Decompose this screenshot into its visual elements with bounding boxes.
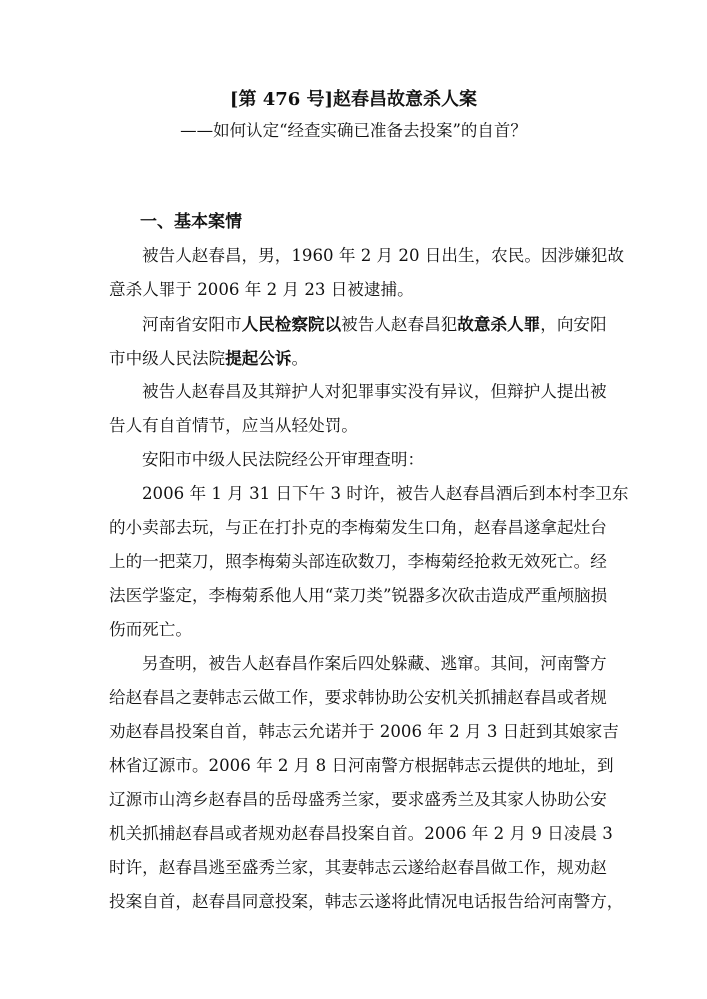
paragraph-line [109, 890, 624, 924]
text-run: 。 [291, 349, 309, 368]
text-run: 被告人赵春昌，男，1960 年 2 月 20 日出生，农民。因涉嫌犯故 [142, 246, 624, 265]
text-run: 意杀人罪于 2006 年 2 月 23 日被逮捕。 [109, 280, 414, 299]
bold-text: 提起公诉 [225, 348, 292, 368]
text-run: 给赵春昌之妻韩志云做工作，要求韩协助公安机关抓捕赵春昌或者规 [109, 688, 607, 707]
paragraph-line [109, 482, 629, 516]
text-run: 投案自首，赵春昌同意投案，韩志云遂将此情况电话报告给河南警方， [109, 892, 624, 911]
text-run: 被告人赵春昌犯 [341, 315, 458, 334]
bold-text: 故意杀人罪 [457, 314, 541, 334]
paragraph-line [109, 346, 599, 380]
text-run: 林省辽源市。2006 年 2 月 8 日河南警方根据韩志云提供的地址，到 [109, 756, 614, 775]
text-run: 伤而死亡。 [109, 620, 192, 639]
text-run: 时许，赵春昌逃至盛秀兰家，其妻韩志云遂给赵春昌做工作，规劝赵 [109, 858, 607, 877]
paragraph-line [109, 516, 607, 550]
paragraph-line [109, 686, 607, 720]
paragraph-line [109, 414, 599, 448]
text-run: 劝赵春昌投案自首，韩志云允诺并于 2006 年 2 月 3 日赶到其娘家吉 [109, 722, 619, 741]
document-title: [第 476 号]赵春昌故意杀人案 [229, 89, 478, 110]
paragraph-line [109, 244, 624, 278]
text-run: 的小卖部去玩，与正在打扑克的李梅菊发生口角，赵春昌遂拿起灶台 [109, 518, 607, 537]
text-run: 另查明，被告人赵春昌作案后四处躲藏、逃窜。其间，河南警方 [142, 654, 607, 673]
text-run: 2006 年 1 月 31 日下午 3 时许，被告人赵春昌酒后到本村李卫东 [142, 484, 629, 503]
paragraph-line [109, 788, 607, 822]
text-run: 机关抓捕赵春昌或者规劝赵春昌投案自首。2006 年 2 月 9 日凌晨 3 [109, 824, 613, 843]
paragraph-line [109, 720, 619, 754]
paragraph-line [109, 448, 599, 482]
text-run: 法医学鉴定，李梅菊系他人用“菜刀类”锐器多次砍击造成严重颅脑损 [109, 586, 608, 605]
paragraph-line [109, 278, 599, 312]
paragraph-line [109, 652, 607, 686]
text-run: 安阳市中级人民法院经公开审理查明： [142, 450, 425, 469]
document-body [109, 244, 629, 924]
paragraph-line [109, 380, 607, 414]
text-run: 告人有自首情节，应当从轻处罚。 [109, 416, 358, 435]
text-run: ，向安阳 [540, 315, 607, 334]
text-run: 市中级人民法院 [109, 349, 226, 368]
paragraph-line [109, 822, 613, 856]
text-run: 被告人赵春昌及其辩护人对犯罪事实没有异议，但辩护人提出被 [142, 382, 607, 401]
paragraph-line [109, 550, 607, 584]
section-heading: 一、基本案情 [140, 212, 242, 232]
paragraph-line [109, 618, 599, 652]
bold-text: 人民检察院以 [241, 314, 342, 334]
text-run: 辽源市山湾乡赵春昌的岳母盛秀兰家，要求盛秀兰及其家人协助公安 [109, 790, 607, 809]
text-run: 河南省安阳市 [142, 315, 242, 334]
paragraph-line [109, 856, 607, 890]
paragraph-line [109, 312, 607, 346]
paragraph-line [109, 584, 608, 618]
text-run: 上的一把菜刀，照李梅菊头部连砍数刀，李梅菊经抢救无效死亡。经 [109, 552, 607, 571]
paragraph-line [109, 754, 614, 788]
document-subtitle: ——如何认定“经查实确已准备去投案”的自首？ [180, 121, 527, 140]
